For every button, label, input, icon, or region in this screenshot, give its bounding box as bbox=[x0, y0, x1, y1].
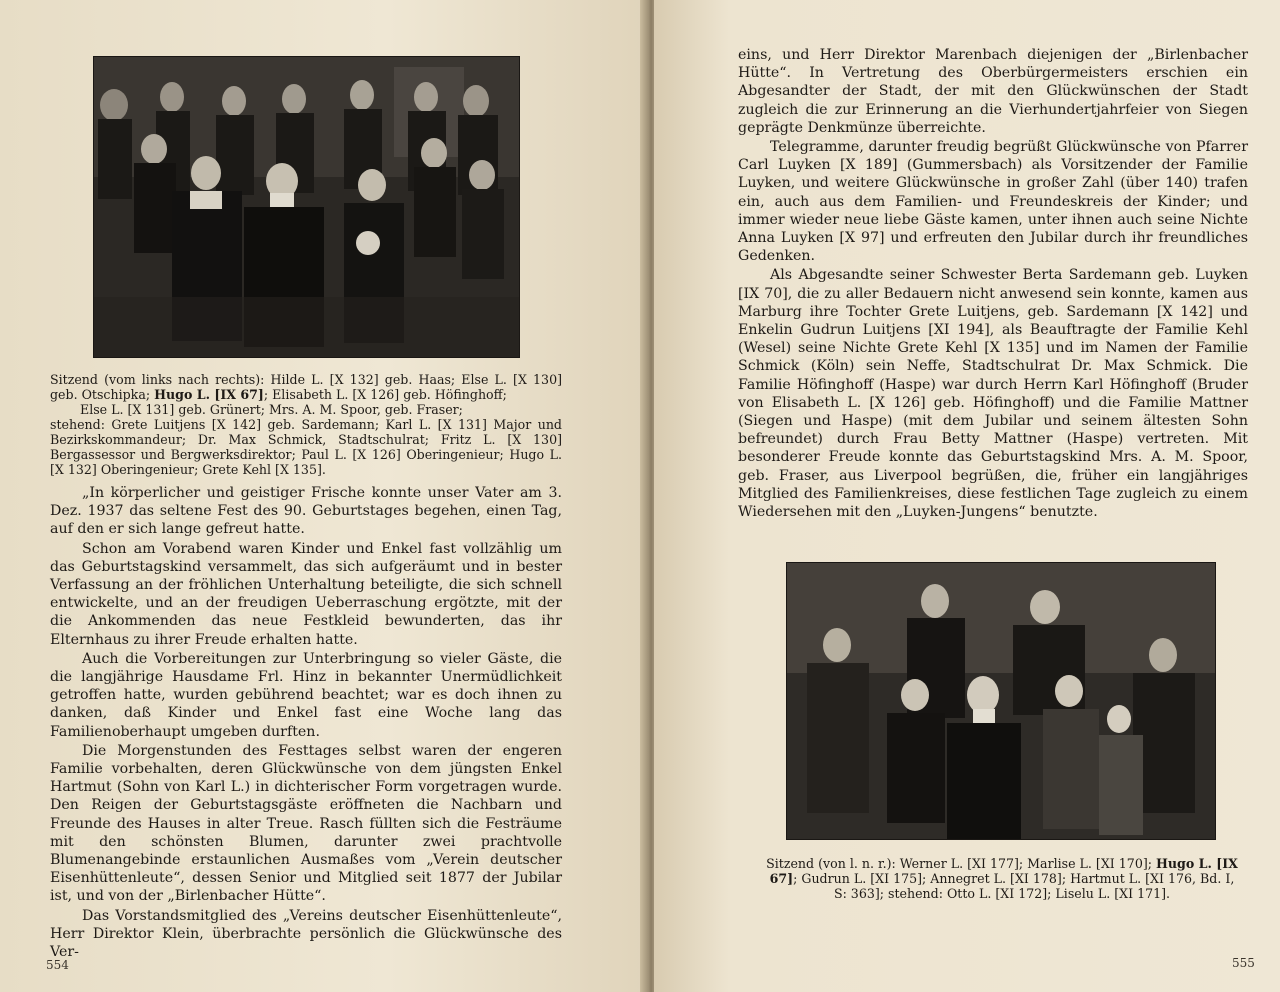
caption-seated-text-cont: ; Gudrun L. [XI 175]; Annegret L. [XI 178]; Hartmut L. [XI 176, Bd. I, S: 363]; stehend: Otto L. [XI 172]; Liselu L. [XI 171]. bbox=[793, 871, 1235, 901]
caption-line bbox=[50, 372, 562, 402]
grandchildren-photo-image bbox=[787, 563, 1215, 839]
page-number-left: 554 bbox=[46, 958, 69, 972]
right-body-text bbox=[738, 46, 1248, 522]
paragraph: Telegramme, darunter freudig begrüßt Glückwünsche von Pfarrer Carl Luyken [X 189] (Gummersbach) als Vorsitzender der Familie Luyken, und weitere Glückwünsche in großer Zahl (über 140) trafen ein, auch aus dem Familien- und Freundeskreis der Kinder; und immer wieder neue liebe Gäste kamen, unter ihnen auch seine Nichte Anna Luyken [X 97] und erfreuten den Jubilar durch ihr freundliches Gedenken. bbox=[738, 139, 1248, 265]
right-page bbox=[654, 0, 1280, 992]
paragraph: Das Vorstandsmitglied des „Vereins deutscher Eisenhüttenleute“, Herr Direktor Klein, überbrachte persönlich die Glückwünsche des Ver- bbox=[50, 907, 562, 961]
paragraph: Die Morgenstunden des Festtages selbst waren der engeren Familie vorbehalten, deren Glückwünsche von dem jüngsten Enkel Hartmut (Sohn von Karl L.) in dichterischer Form vorgetragen wurde. Den Reigen der Geburtstagsgäste eröffneten die Nachbarn und Freunde des Hauses in alter Treue. Rasch füllten sich die Festräume mit den schönsten Blumen, darunter zwei prachtvolle Blumenangebinde erstaunlichen Ausmaßes vom „Verein deutscher Eisenhüttenleute“, dessen Senior und Mitglied seit 1877 der Jubilar ist, und von der „Birlenbacher Hütte“. bbox=[50, 742, 562, 905]
paragraph: eins, und Herr Direktor Marenbach diejenigen der „Birlenbacher Hütte“. In Vertretung des Oberbürgermeisters erschien ein Abgesandter der Stadt, der mit den Glückwünschen der Stadt zugleich die zur Erinnerung an die Vierhundertjahrfeier von Siegen geprägte Denkmünze überreichte. bbox=[738, 47, 1248, 136]
page-number-right: 555 bbox=[1232, 956, 1255, 970]
caption-seated-text: Sitzend (von l. n. r.): Werner L. [XI 177]; Marlise L. [XI 170]; bbox=[766, 856, 1152, 871]
photo-caption-left bbox=[50, 372, 562, 477]
caption-seated-text-cont: ; Elisabeth L. [X 126] geb. Höfinghoff; bbox=[263, 387, 507, 402]
caption-seated-text-2: Else L. [X 131] geb. Grünert; Mrs. A. M. Spoor, geb. Fraser; bbox=[80, 402, 463, 417]
caption-seated-text: Sitzend (vom links nach rechts): Hilde L. [X 132] geb. Haas; Else L. [X 130] geb. Otschipka; bbox=[50, 372, 562, 402]
family-group-photo-bottom bbox=[786, 562, 1216, 840]
caption-standing-text: stehend: Grete Luitjens [X 142] geb. Sardemann; Karl L. [X 131] Major und Bezirkskommandeur; Dr. Max Schmick, Stadtschulrat; Fritz L. [X 130] Bergassessor und Bergwerksdirektor; Paul L. [X 126] Oberingenieur; Hugo L. [X 132] Oberingenieur; Grete Kehl [X 135]. bbox=[50, 417, 562, 477]
paragraph: Auch die Vorbereitungen zur Unterbringung so vieler Gäste, die die langjährige Hausdame Frl. Hinz in bekannter Unermüdlichkeit getroffen hatte, wurden gebührend beachtet; war es doch ihnen zu danken, daß Kinder und Enkel fast eine Woche lang das Familienoberhaupt umgeben durften. bbox=[50, 650, 562, 740]
caption-name-bold: Hugo L. [IX 67] bbox=[769, 856, 1238, 886]
group-photo-image bbox=[94, 57, 519, 357]
caption-name-bold: Hugo L. [IX 67] bbox=[154, 387, 264, 402]
left-body-text bbox=[50, 484, 562, 962]
paragraph: „In körperlicher und geistiger Frische konnte unser Vater am 3. Dez. 1937 das seltene Fest des 90. Geburtstages begehen, einen Tag, auf den er sich lange gefreut hatte. bbox=[50, 485, 562, 538]
family-group-photo-top bbox=[93, 56, 520, 358]
paragraph: Schon am Vorabend waren Kinder und Enkel fast vollzählig um das Geburtstagskind versammelt, das sich aufgeräumt und in bester Verfassung an der fröhlichen Unterhaltung beteiligte, die sich schnell entwickelte, und an der freudigen Ueberraschung ergötzte, mit der die Ankommenden das neue Festkleid bewunderten, das ihr Elternhaus zu ihrer Freude erhalten hatte. bbox=[50, 540, 562, 648]
photo-caption-right bbox=[762, 856, 1242, 901]
paragraph: Als Abgesandte seiner Schwester Berta Sardemann geb. Luyken [IX 70], die zu aller Bedauern nicht anwesend sein konnte, kamen aus Marburg ihre Tochter Grete Luitjens, geb. Sardemann [X 142] und Enkelin Gudrun Luitjens [XI 194], als Beauftragte der Familie Kehl (Wesel) seine Nichte Grete Kehl [X 135] und im Namen der Familie Schmick (Köln) sein Neffe, Stadtschulrat Dr. Max Schmick. Die Familie Höfinghoff (Haspe) war durch Herrn Karl Höfinghoff (Bruder von Elisabeth L. [X 126] geb. Höfinghoff) und die Familie Mattner (Siegen und Haspe) (mit dem Jubilar und seinem ältesten Sohn befreundet) durch Frau Betty Mattner (Haspe) vertreten. Mit besonderer Freude konnte das Geburtstagskind Mrs. A. M. Spoor, geb. Fraser, aus Liverpool begrüßen, die, früher ein langjähriges Mitglied des Familienkreises, diese festlichen Tage zugleich zu einem Wiedersehen mit den „Luyken-Jungens“ benutzte. bbox=[738, 267, 1248, 521]
caption-line bbox=[762, 856, 1242, 901]
